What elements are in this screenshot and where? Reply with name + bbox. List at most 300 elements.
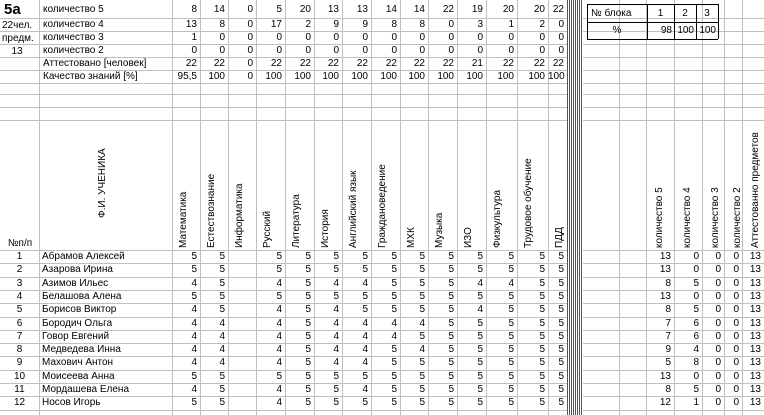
grade-cell[interactable]: 5 — [558, 371, 564, 382]
summary-value[interactable]: 9 — [333, 19, 339, 30]
grade-cell[interactable]: 4 — [333, 344, 339, 355]
grade-cell[interactable]: 4 — [333, 357, 339, 368]
grade-cell[interactable]: 5 — [558, 318, 564, 329]
student-stat[interactable]: 7 — [665, 318, 671, 329]
grade-cell[interactable]: 5 — [539, 397, 545, 408]
grade-cell[interactable]: 4 — [333, 278, 339, 289]
grade-cell[interactable]: 5 — [391, 371, 397, 382]
student-stat[interactable]: 6 — [693, 318, 699, 329]
student-number[interactable]: 5 — [16, 304, 23, 315]
student-stat[interactable]: 0 — [733, 331, 739, 342]
summary-value[interactable]: 0 — [508, 45, 514, 56]
grade-cell[interactable]: 5 — [448, 371, 454, 382]
grade-cell[interactable]: 5 — [539, 304, 545, 315]
grade-cell[interactable]: 5 — [558, 397, 564, 408]
grade-cell[interactable]: 5 — [508, 291, 514, 302]
summary-value[interactable]: 8 — [391, 19, 397, 30]
summary-value[interactable]: 0 — [448, 19, 454, 30]
grade-cell[interactable]: 4 — [362, 384, 368, 395]
block-percent[interactable]: 100 — [699, 25, 716, 36]
student-stat[interactable]: 12 — [659, 397, 671, 408]
summary-value[interactable]: 14 — [213, 4, 225, 15]
grade-cell[interactable]: 4 — [219, 318, 225, 329]
grade-cell[interactable]: 5 — [448, 291, 454, 302]
grade-cell[interactable]: 5 — [539, 318, 545, 329]
grade-cell[interactable]: 5 — [333, 397, 339, 408]
grade-cell[interactable]: 5 — [276, 264, 282, 275]
grade-cell[interactable]: 5 — [508, 331, 514, 342]
grade-cell[interactable]: 5 — [219, 384, 225, 395]
grade-cell[interactable]: 5 — [508, 264, 514, 275]
grade-cell[interactable]: 5 — [419, 384, 425, 395]
grade-cell[interactable]: 5 — [419, 357, 425, 368]
student-stat[interactable]: 0 — [693, 264, 699, 275]
grade-cell[interactable]: 5 — [419, 397, 425, 408]
student-stat[interactable]: 0 — [733, 371, 739, 382]
student-stat[interactable]: 13 — [749, 344, 761, 355]
grade-cell[interactable]: 5 — [539, 264, 545, 275]
student-stat[interactable]: 13 — [749, 318, 761, 329]
summary-value[interactable]: 22 — [299, 58, 311, 69]
grade-cell[interactable]: 5 — [391, 278, 397, 289]
summary-value[interactable]: 22 — [442, 4, 454, 15]
student-stat[interactable]: 0 — [733, 357, 739, 368]
grade-cell[interactable]: 5 — [539, 291, 545, 302]
grade-cell[interactable]: 5 — [419, 278, 425, 289]
grade-cell[interactable]: 5 — [477, 371, 483, 382]
grade-cell[interactable]: 5 — [448, 384, 454, 395]
summary-value[interactable]: 100 — [497, 71, 514, 82]
subjects-count-label[interactable]: предм. — [2, 33, 34, 44]
grade-cell[interactable]: 5 — [333, 384, 339, 395]
student-name[interactable]: Борисов Виктор — [42, 304, 117, 315]
student-stat[interactable]: 0 — [715, 278, 721, 289]
student-stat[interactable]: 9 — [665, 344, 671, 355]
grade-cell[interactable]: 4 — [477, 278, 483, 289]
student-number[interactable]: 3 — [16, 278, 23, 289]
grade-cell[interactable]: 4 — [276, 318, 282, 329]
grade-cell[interactable]: 5 — [448, 278, 454, 289]
summary-value[interactable]: 22 — [533, 58, 545, 69]
grade-cell[interactable]: 4 — [219, 331, 225, 342]
grade-cell[interactable]: 5 — [539, 344, 545, 355]
grade-cell[interactable]: 5 — [448, 397, 454, 408]
summary-value[interactable]: 22 — [502, 58, 514, 69]
student-stat[interactable]: 13 — [749, 357, 761, 368]
grade-cell[interactable]: 5 — [448, 304, 454, 315]
student-stat[interactable]: 5 — [693, 304, 699, 315]
summary-value[interactable]: 0 — [305, 45, 311, 56]
summary-value[interactable]: 0 — [477, 45, 483, 56]
num-header[interactable]: №п/п — [7, 238, 33, 249]
grade-cell[interactable]: 5 — [333, 291, 339, 302]
summary-label[interactable]: Аттестовано [человек] — [43, 58, 147, 69]
grade-cell[interactable]: 5 — [305, 304, 311, 315]
student-stat[interactable]: 0 — [733, 251, 739, 262]
grade-cell[interactable]: 5 — [558, 304, 564, 315]
grade-cell[interactable]: 5 — [391, 357, 397, 368]
grade-cell[interactable]: 4 — [219, 357, 225, 368]
grade-cell[interactable]: 5 — [508, 344, 514, 355]
summary-value[interactable]: 0 — [247, 19, 253, 30]
summary-value[interactable]: 0 — [558, 19, 564, 30]
grade-cell[interactable]: 5 — [477, 331, 483, 342]
summary-value[interactable]: 0 — [419, 32, 425, 43]
summary-value[interactable]: 0 — [391, 32, 397, 43]
summary-value[interactable]: 14 — [413, 4, 425, 15]
grade-cell[interactable]: 5 — [305, 371, 311, 382]
summary-value[interactable]: 1 — [191, 32, 197, 43]
grade-cell[interactable]: 5 — [419, 304, 425, 315]
grade-cell[interactable]: 4 — [333, 304, 339, 315]
grade-cell[interactable]: 5 — [362, 397, 368, 408]
student-name[interactable]: Медведева Инна — [42, 344, 121, 355]
student-stat[interactable]: 0 — [715, 291, 721, 302]
summary-value[interactable]: 22 — [552, 58, 564, 69]
grade-cell[interactable]: 5 — [219, 251, 225, 262]
student-stat[interactable]: 0 — [733, 304, 739, 315]
grade-cell[interactable]: 5 — [191, 264, 197, 275]
grade-cell[interactable]: 4 — [276, 331, 282, 342]
student-name[interactable]: Махович Антон — [42, 357, 114, 368]
summary-value[interactable]: 0 — [362, 45, 368, 56]
grade-cell[interactable]: 4 — [391, 331, 397, 342]
summary-value[interactable]: 17 — [270, 19, 282, 30]
summary-label[interactable]: количество 2 — [43, 45, 104, 56]
grade-cell[interactable]: 5 — [558, 291, 564, 302]
grade-cell[interactable]: 5 — [391, 291, 397, 302]
grade-cell[interactable]: 5 — [508, 357, 514, 368]
summary-value[interactable]: 22 — [270, 58, 282, 69]
grade-cell[interactable]: 5 — [219, 278, 225, 289]
summary-value[interactable]: 0 — [247, 71, 253, 82]
block-number[interactable]: 2 — [682, 8, 688, 19]
summary-value[interactable]: 0 — [558, 32, 564, 43]
grade-cell[interactable]: 5 — [191, 397, 197, 408]
student-number[interactable]: 8 — [16, 344, 23, 355]
summary-value[interactable]: 0 — [539, 32, 545, 43]
grade-cell[interactable]: 5 — [508, 397, 514, 408]
student-stat[interactable]: 13 — [749, 304, 761, 315]
summary-value[interactable]: 9 — [362, 19, 368, 30]
summary-label[interactable]: количество 5 — [43, 4, 104, 15]
student-stat[interactable]: 0 — [715, 304, 721, 315]
grade-cell[interactable]: 5 — [276, 371, 282, 382]
summary-value[interactable]: 20 — [502, 4, 514, 15]
grade-cell[interactable]: 5 — [362, 371, 368, 382]
grade-cell[interactable]: 5 — [219, 397, 225, 408]
grade-cell[interactable]: 5 — [362, 304, 368, 315]
grade-cell[interactable]: 4 — [362, 344, 368, 355]
student-stat[interactable]: 0 — [715, 397, 721, 408]
grade-cell[interactable]: 5 — [333, 371, 339, 382]
grade-cell[interactable]: 5 — [558, 357, 564, 368]
percent-label[interactable]: % — [612, 25, 622, 36]
grade-cell[interactable]: 5 — [305, 264, 311, 275]
student-stat[interactable]: 0 — [733, 397, 739, 408]
grade-cell[interactable]: 4 — [276, 384, 282, 395]
summary-value[interactable]: 1 — [508, 19, 514, 30]
student-stat[interactable]: 0 — [693, 291, 699, 302]
summary-value[interactable]: 100 — [466, 71, 483, 82]
summary-value[interactable]: 0 — [247, 32, 253, 43]
summary-value[interactable]: 0 — [508, 32, 514, 43]
grade-cell[interactable]: 5 — [448, 264, 454, 275]
grade-cell[interactable]: 4 — [333, 331, 339, 342]
student-number[interactable]: 1 — [16, 251, 23, 262]
summary-value[interactable]: 8 — [419, 19, 425, 30]
grade-cell[interactable]: 5 — [539, 384, 545, 395]
student-stat[interactable]: 13 — [659, 371, 671, 382]
summary-value[interactable]: 22 — [385, 58, 397, 69]
student-stat[interactable]: 5 — [693, 278, 699, 289]
grade-cell[interactable]: 5 — [508, 371, 514, 382]
summary-value[interactable]: 20 — [299, 4, 311, 15]
grade-cell[interactable]: 4 — [362, 278, 368, 289]
summary-value[interactable]: 2 — [305, 19, 311, 30]
grade-cell[interactable]: 5 — [333, 264, 339, 275]
summary-value[interactable]: 0 — [219, 45, 225, 56]
grade-cell[interactable]: 5 — [305, 291, 311, 302]
student-stat[interactable]: 13 — [749, 251, 761, 262]
student-stat[interactable]: 13 — [749, 291, 761, 302]
grade-cell[interactable]: 5 — [419, 251, 425, 262]
grade-cell[interactable]: 5 — [191, 251, 197, 262]
student-stat[interactable]: 0 — [715, 331, 721, 342]
summary-value[interactable]: 0 — [247, 4, 253, 15]
grade-cell[interactable]: 4 — [191, 331, 197, 342]
summary-value[interactable]: 13 — [327, 4, 339, 15]
summary-label[interactable]: Качество знаний [%] — [43, 71, 138, 82]
grade-cell[interactable]: 5 — [558, 344, 564, 355]
student-number[interactable]: 4 — [16, 291, 23, 302]
grade-cell[interactable]: 5 — [539, 278, 545, 289]
grade-cell[interactable]: 5 — [305, 251, 311, 262]
student-stat[interactable]: 6 — [693, 331, 699, 342]
grade-cell[interactable]: 5 — [558, 384, 564, 395]
grade-cell[interactable]: 5 — [305, 278, 311, 289]
student-stat[interactable]: 13 — [659, 251, 671, 262]
grade-cell[interactable]: 5 — [448, 318, 454, 329]
student-stat[interactable]: 0 — [715, 264, 721, 275]
grade-cell[interactable]: 5 — [477, 291, 483, 302]
student-stat[interactable]: 0 — [733, 291, 739, 302]
summary-value[interactable]: 0 — [448, 45, 454, 56]
grade-cell[interactable]: 4 — [276, 344, 282, 355]
student-stat[interactable]: 8 — [693, 357, 699, 368]
student-stat[interactable]: 13 — [749, 278, 761, 289]
student-stat[interactable]: 13 — [749, 331, 761, 342]
grade-cell[interactable]: 5 — [477, 251, 483, 262]
summary-value[interactable]: 100 — [528, 71, 545, 82]
student-stat[interactable]: 0 — [715, 384, 721, 395]
grade-cell[interactable]: 5 — [477, 318, 483, 329]
grade-cell[interactable]: 5 — [558, 264, 564, 275]
grade-cell[interactable]: 5 — [539, 357, 545, 368]
grade-cell[interactable]: 5 — [391, 304, 397, 315]
student-stat[interactable]: 8 — [665, 304, 671, 315]
grade-cell[interactable]: 4 — [362, 357, 368, 368]
class-name[interactable]: 5а — [4, 1, 21, 18]
student-stat[interactable]: 13 — [749, 371, 761, 382]
student-name[interactable]: Абрамов Алексей — [42, 251, 125, 262]
summary-value[interactable]: 0 — [539, 45, 545, 56]
summary-value[interactable]: 0 — [558, 45, 564, 56]
grade-cell[interactable]: 5 — [508, 251, 514, 262]
student-stat[interactable]: 0 — [715, 318, 721, 329]
summary-value[interactable]: 100 — [408, 71, 425, 82]
grade-cell[interactable]: 5 — [391, 384, 397, 395]
summary-value[interactable]: 100 — [265, 71, 282, 82]
block-label[interactable]: № блока — [591, 8, 632, 19]
grade-cell[interactable]: 4 — [276, 278, 282, 289]
student-number[interactable]: 6 — [16, 318, 23, 329]
grade-cell[interactable]: 5 — [333, 251, 339, 262]
grade-cell[interactable]: 5 — [419, 371, 425, 382]
student-name[interactable]: Мордашева Елена — [42, 384, 130, 395]
summary-value[interactable]: 100 — [380, 71, 397, 82]
summary-value[interactable]: 0 — [333, 32, 339, 43]
grade-cell[interactable]: 5 — [508, 384, 514, 395]
grade-cell[interactable]: 4 — [419, 318, 425, 329]
summary-value[interactable]: 13 — [185, 19, 197, 30]
summary-label[interactable]: количество 4 — [43, 19, 104, 30]
grade-cell[interactable]: 5 — [391, 264, 397, 275]
summary-value[interactable]: 14 — [385, 4, 397, 15]
summary-value[interactable]: 100 — [548, 71, 565, 82]
summary-value[interactable]: 20 — [533, 4, 545, 15]
student-stat[interactable]: 5 — [665, 357, 671, 368]
grade-cell[interactable]: 5 — [539, 331, 545, 342]
grade-cell[interactable]: 5 — [539, 251, 545, 262]
grade-cell[interactable]: 4 — [333, 318, 339, 329]
grade-cell[interactable]: 5 — [191, 291, 197, 302]
student-stat[interactable]: 0 — [715, 371, 721, 382]
grade-cell[interactable]: 5 — [391, 344, 397, 355]
summary-value[interactable]: 21 — [471, 58, 483, 69]
summary-value[interactable]: 19 — [471, 4, 483, 15]
grade-cell[interactable]: 5 — [362, 264, 368, 275]
student-name[interactable]: Азимов Ильес — [42, 278, 109, 289]
grade-cell[interactable]: 4 — [477, 304, 483, 315]
student-stat[interactable]: 0 — [693, 371, 699, 382]
grade-cell[interactable]: 4 — [191, 344, 197, 355]
student-stat[interactable]: 0 — [715, 251, 721, 262]
student-stat[interactable]: 13 — [749, 397, 761, 408]
block-number[interactable]: 3 — [704, 8, 710, 19]
grade-cell[interactable]: 5 — [448, 331, 454, 342]
student-number[interactable]: 11 — [14, 384, 25, 395]
grade-cell[interactable]: 5 — [558, 251, 564, 262]
student-number[interactable]: 9 — [16, 357, 23, 368]
student-number[interactable]: 2 — [16, 264, 23, 275]
student-stat[interactable]: 0 — [733, 264, 739, 275]
grade-cell[interactable]: 4 — [508, 278, 514, 289]
grade-cell[interactable]: 5 — [419, 331, 425, 342]
grade-cell[interactable]: 5 — [276, 251, 282, 262]
grade-cell[interactable]: 4 — [276, 357, 282, 368]
grade-cell[interactable]: 4 — [362, 318, 368, 329]
grade-cell[interactable]: 5 — [219, 291, 225, 302]
summary-value[interactable]: 0 — [276, 32, 282, 43]
grade-cell[interactable]: 5 — [305, 397, 311, 408]
subjects-count[interactable]: 13 — [11, 46, 23, 57]
summary-value[interactable]: 0 — [362, 32, 368, 43]
student-name[interactable]: Азарова Ирина — [42, 264, 113, 275]
grade-cell[interactable]: 5 — [305, 318, 311, 329]
grade-cell[interactable]: 5 — [362, 291, 368, 302]
summary-value[interactable]: 22 — [356, 58, 368, 69]
summary-value[interactable]: 0 — [191, 45, 197, 56]
summary-value[interactable]: 0 — [276, 45, 282, 56]
summary-value[interactable]: 100 — [294, 71, 311, 82]
grade-cell[interactable]: 5 — [508, 304, 514, 315]
summary-value[interactable]: 22 — [185, 58, 197, 69]
summary-value[interactable]: 0 — [219, 32, 225, 43]
summary-value[interactable]: 22 — [327, 58, 339, 69]
summary-value[interactable]: 0 — [247, 58, 253, 69]
grade-cell[interactable]: 5 — [219, 264, 225, 275]
grade-cell[interactable]: 5 — [419, 264, 425, 275]
grade-cell[interactable]: 5 — [391, 397, 397, 408]
student-stat[interactable]: 4 — [693, 344, 699, 355]
grade-cell[interactable]: 5 — [508, 318, 514, 329]
students-count[interactable]: 22чел. — [2, 20, 33, 31]
student-name[interactable]: Носов Игорь — [42, 397, 101, 408]
student-name[interactable]: Моисеева Анна — [42, 371, 115, 382]
grade-cell[interactable]: 5 — [477, 264, 483, 275]
block-percent[interactable]: 100 — [677, 25, 694, 36]
grade-cell[interactable]: 4 — [276, 397, 282, 408]
summary-value[interactable]: 0 — [419, 45, 425, 56]
grade-cell[interactable]: 5 — [305, 344, 311, 355]
summary-value[interactable]: 22 — [442, 58, 454, 69]
student-name[interactable]: Говор Евгений — [42, 331, 110, 342]
student-stat[interactable]: 8 — [665, 278, 671, 289]
student-name[interactable]: Бородич Ольга — [42, 318, 113, 329]
grade-cell[interactable]: 4 — [191, 304, 197, 315]
student-stat[interactable]: 0 — [693, 251, 699, 262]
summary-value[interactable]: 3 — [477, 19, 483, 30]
block-number[interactable]: 1 — [657, 8, 664, 19]
block-percent[interactable]: 98 — [660, 25, 672, 36]
student-stat[interactable]: 0 — [715, 344, 721, 355]
grade-cell[interactable]: 4 — [191, 278, 197, 289]
student-stat[interactable]: 13 — [749, 384, 761, 395]
student-name[interactable]: Белашова Алена — [42, 291, 122, 302]
student-stat[interactable]: 8 — [665, 384, 671, 395]
student-number[interactable]: 10 — [13, 371, 26, 382]
summary-value[interactable]: 100 — [437, 71, 454, 82]
grade-cell[interactable]: 5 — [477, 397, 483, 408]
student-stat[interactable]: 5 — [693, 384, 699, 395]
grade-cell[interactable]: 5 — [191, 371, 197, 382]
grade-cell[interactable]: 5 — [558, 278, 564, 289]
grade-cell[interactable]: 4 — [191, 318, 197, 329]
grade-cell[interactable]: 5 — [448, 344, 454, 355]
student-stat[interactable]: 0 — [733, 384, 739, 395]
grade-cell[interactable]: 5 — [391, 251, 397, 262]
summary-value[interactable]: 0 — [391, 45, 397, 56]
grade-cell[interactable]: 4 — [391, 318, 397, 329]
student-stat[interactable]: 0 — [715, 357, 721, 368]
student-stat[interactable]: 7 — [665, 331, 671, 342]
summary-value[interactable]: 22 — [552, 4, 564, 15]
summary-value[interactable]: 0 — [247, 45, 253, 56]
grade-cell[interactable]: 5 — [419, 291, 425, 302]
grade-cell[interactable]: 4 — [191, 357, 197, 368]
summary-value[interactable]: 5 — [276, 4, 282, 15]
